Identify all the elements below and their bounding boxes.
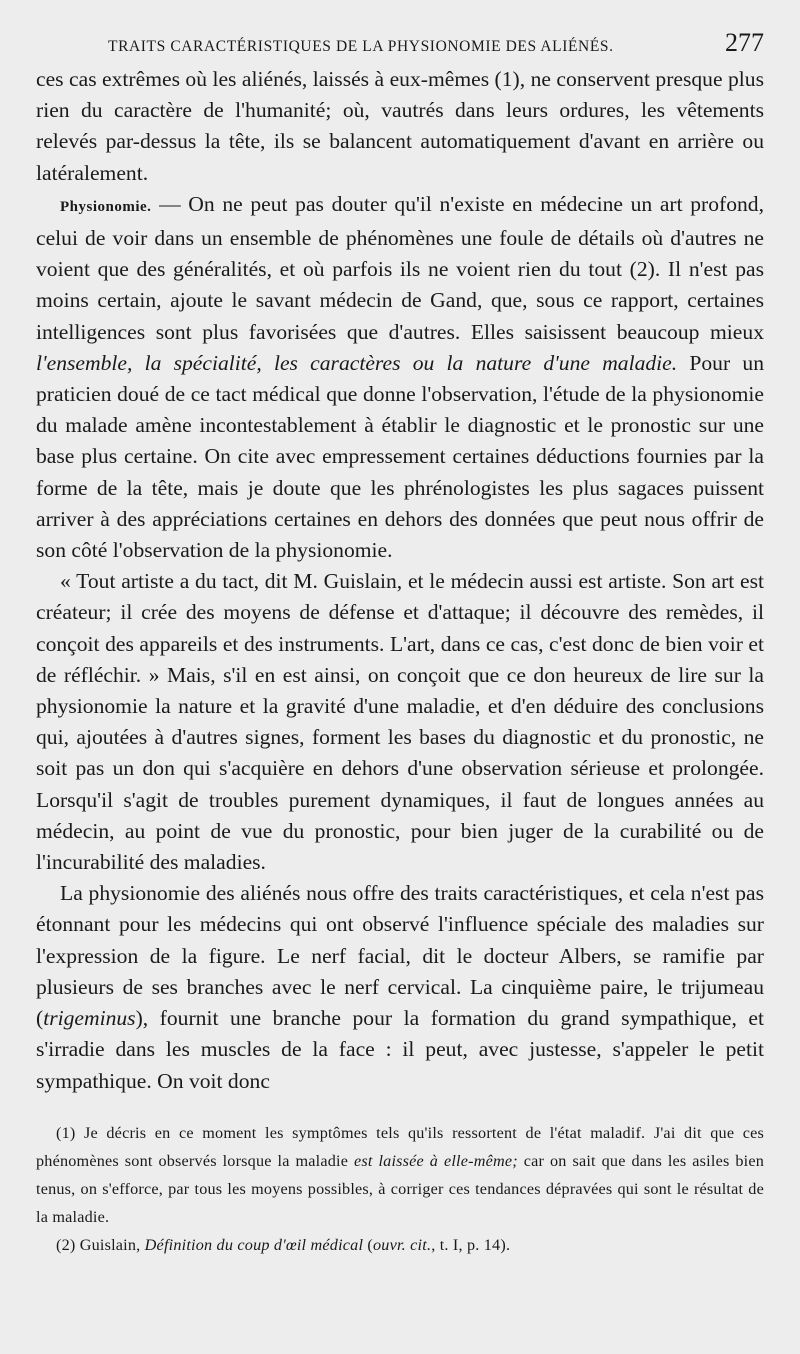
paragraph-3: « Tout artiste a du tact, dit M. Guislain, et le médecin aussi est artiste. Son art est créateur; il crée des moyens de défense et d'attaque; il découvre des remèdes, il conçoit des appareils et des instruments. L'art, dans ce cas, c'est donc de bien voir et de réfléchir. » Mais, s'il en est ainsi, on conçoit que ce don heureux de lire sur la physionomie la nature et la gravité d'une maladie, et d'en déduire des conclusions qui, ajoutées à d'autres signes, forment les bases du diagnostic et du pronostic, ne soit pas un don qui s'acquière en dehors d'une observation sérieuse et prolongée. Lorsqu'il s'agit de troubles purement dynamiques, il faut de longues années au médecin, au point de vue du pronostic, pour bien juger de la curabilité ou de l'incurabilité des maladies. (36, 569, 764, 875)
footnotes (36, 1119, 764, 1259)
footnote-2 (36, 1231, 764, 1259)
footnote-2-text-a: (2) Guislain, (56, 1235, 145, 1254)
section-heading: Physionomie. (60, 198, 152, 215)
paragraph-4-italic: trigeminus (43, 1006, 136, 1031)
footnote-1-text-b: car on sait que dans les asiles bien tenus, on s'efforce, par tous les moyens possibles, à corriger ces tendances dépravées qui sont le résultat de la maladie. (36, 1151, 765, 1226)
footnote-2-text-c: , t. I, p. 14). (431, 1235, 511, 1254)
running-title: TRAITS CARACTÉRISTIQUES DE LA PHYSIONOMIE DES ALIÉNÉS. (108, 38, 614, 55)
paragraph-2-text-a: — On ne peut pas douter qu'il n'existe en médecine un art profond, celui de voir dans un ensemble de phénomènes une foule de détails où d'autres ne voient que des généralités, et où parfois ils ne voient rien du tout (2). Il n'est pas moins certain, ajoute le savant médecin de Gand, que, sous ce rapport, certaines intelligences sont plus favorisées que d'autres. Elles saisissent beaucoup mieux (36, 191, 764, 344)
footnote-2-text-b: ( (363, 1235, 373, 1254)
page-body (36, 64, 764, 1097)
footnote-2-italic: Définition du coup d'œil médical (144, 1235, 364, 1254)
paragraph-4-text-b: ), fournit une branche pour la formation du grand sympathique, et s'irradie dans les muscles de la face : il peut, avec justesse, s'appeler le petit sympathique. On voit donc (36, 1006, 764, 1093)
paragraph-2-text-b: Pour un praticien doué de ce tact médical que donne l'observation, l'étude de la physionomie du malade amène incontestablement à établir le diagnostic et le pronostic sur une base plus certaine. On cite avec empressement certaines déductions fournies par la forme de la tête, mais je doute que les phrénologistes les plus sagaces puissent arriver à des appréciations certaines en dehors des données que peut nous offrir de son côté l'observation de la physionomie. (36, 350, 764, 563)
footnote-1 (36, 1119, 764, 1231)
page-header (36, 28, 764, 62)
paragraph-2-italic: l'ensemble, la spécialité, les caractères ou la nature d'une maladie. (36, 350, 678, 375)
page-number: 277 (725, 28, 764, 57)
footnote-1-text-a: (1) Je décris en ce moment les symptômes tels qu'ils ressortent de l'état maladif. J'ai dit que ces phénomènes sont observés lorsque la maladie (36, 1123, 764, 1170)
paragraph-2 (36, 189, 764, 566)
footnote-1-italic: est laissée à elle-même; (354, 1151, 518, 1170)
footnote-2-italic-2: ouvr. cit. (373, 1235, 432, 1254)
paragraph-4-text-a: La physionomie des aliénés nous offre des traits caractéristiques, et cela n'est pas étonnant pour les médecins qui ont observé l'influence spéciale des maladies sur l'expression de la figure. Le nerf facial, dit le docteur Albers, se ramifie par plusieurs de ses branches avec le nerf cervical. La cinquième paire, le trijumeau ( (36, 881, 764, 1031)
paragraph-4 (36, 878, 764, 1096)
paragraph-1: ces cas extrêmes où les aliénés, laissés à eux-mêmes (1), ne conservent presque plus rien du caractère de l'humanité; où, vautrés dans leurs ordures, les vêtements relevés par-dessus la tête, ils se balancent automatiquement d'avant en arrière ou latéralement. (36, 67, 764, 185)
